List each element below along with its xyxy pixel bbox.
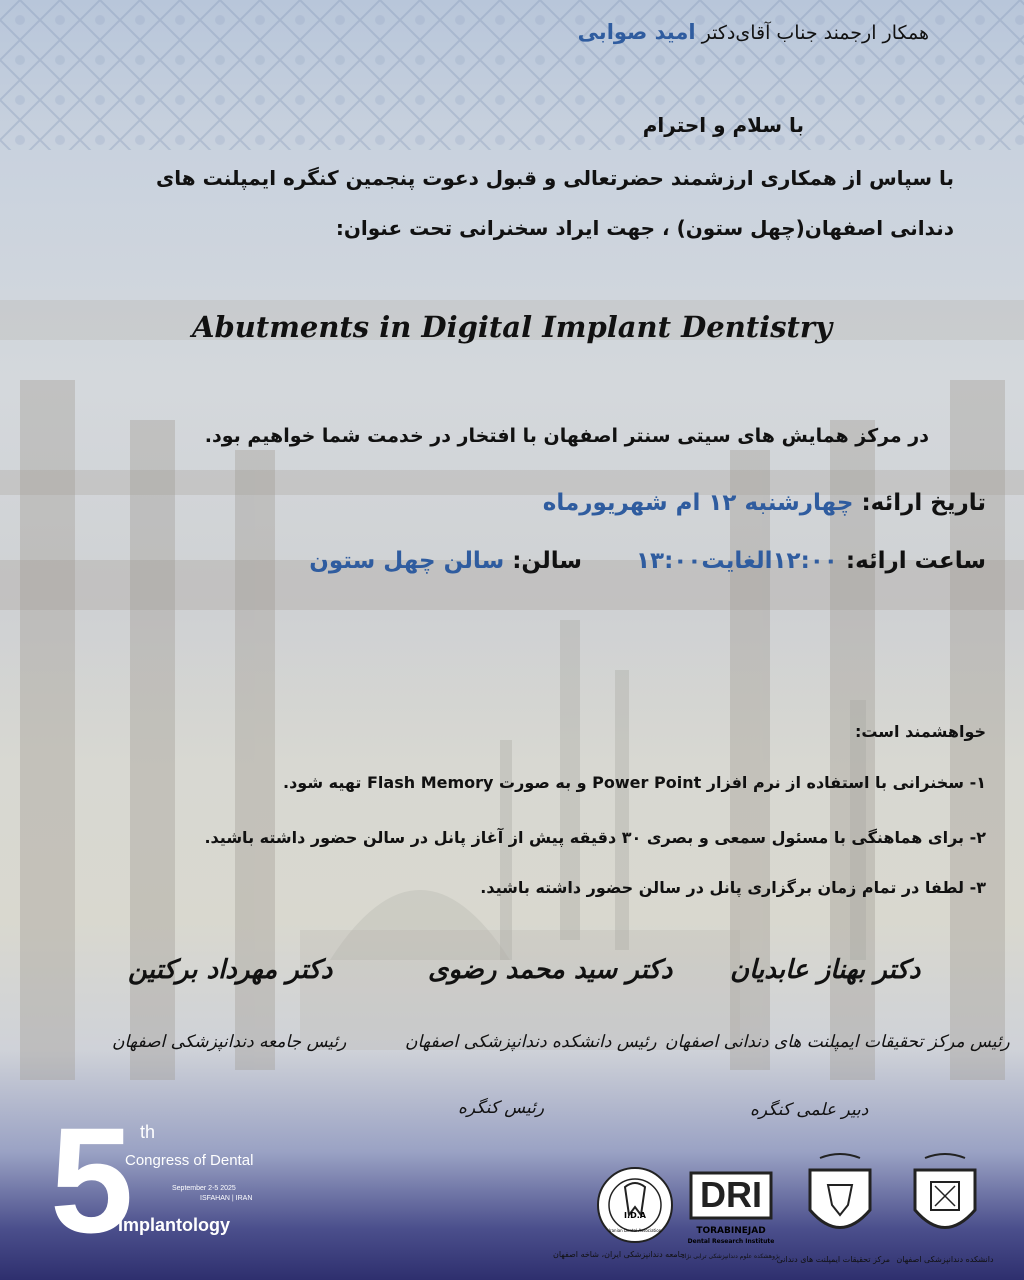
date-label: تاریخ ارائه: xyxy=(861,490,986,516)
signature-role: رئیس جامعه دندانپزشکی اصفهان xyxy=(112,1032,347,1052)
venue-line: در مرکز همایش های سیتی سنتر اصفهان با افتخار در خدمت شما خواهیم بود. xyxy=(204,425,929,447)
request-item: ۳- لطفا در تمام زمان برگزاری پانل در سالن حضور داشته باشید. xyxy=(480,878,986,897)
dental-school-logo xyxy=(896,1150,994,1275)
intro-line-2: دندانی اصفهان(چهل ستون) ، جهت ایراد سخنرانی تحت عنوان: xyxy=(335,216,954,240)
dri-sub: TORABINEJAD xyxy=(696,1226,766,1236)
implant-research-center-logo xyxy=(776,1150,890,1275)
request-item: ۱- سخنرانی با استفاده از نرم افزار Power Point و به صورت Flash Memory تهیه شود. xyxy=(283,773,986,792)
ida-text: I.D.A xyxy=(624,1211,646,1220)
ida-caption: جامعه دندانپزشکی ایران، شاخه اصفهان xyxy=(552,1250,685,1259)
dental-school-caption: دانشکده دندانپزشکی اصفهان xyxy=(896,1255,994,1264)
salutation-prefix: همکار ارجمند جناب آقای‌دکتر xyxy=(701,22,929,44)
signature-name: دکتر بهناز عابدیان xyxy=(730,955,921,985)
time-label: ساعت ارائه: xyxy=(845,548,986,574)
implant-research-center-caption: مرکز تحقیقات ایمپلنت های دندانی xyxy=(776,1255,890,1264)
requests-heading: خواهشمند است: xyxy=(854,722,986,741)
salutation xyxy=(578,20,929,44)
ida-logo xyxy=(552,1165,685,1270)
signature-role: دبیر علمی کنگره xyxy=(750,1100,869,1120)
dri-sub-2: Dental Research Institute xyxy=(687,1238,775,1245)
hall-label: سالن: xyxy=(512,548,582,574)
congress-ordinal-suffix: th xyxy=(140,1122,156,1142)
congress-line-2: Implantology xyxy=(118,1215,230,1235)
hall-value: سالن چهل ستون xyxy=(309,548,505,574)
time-value: ۱۲:۰۰الغایت۱۳:۰۰ xyxy=(636,548,838,574)
intro-line-1: با سپاس از همکاری ارزشمند حضرتعالی و قبول دعوت پنجمین کنگره ایمپلنت های xyxy=(155,166,954,190)
congress-dates: September 2-5 2025 xyxy=(172,1185,236,1192)
ida-sub: Iranian Dental Association xyxy=(608,1228,662,1233)
signature-role: رئیس کنگره xyxy=(458,1098,545,1118)
recipient-name: امید صوابی xyxy=(577,20,696,44)
signature-name: دکتر سید محمد رضوی xyxy=(428,955,673,985)
request-item: ۲- برای هماهنگی با مسئول سمعی و بصری ۳۰ دقیقه پیش از آغاز پانل در سالن حضور داشته باشید. xyxy=(204,828,986,847)
lecture-title: Abutments in Digital Implant Dentistry xyxy=(191,310,833,344)
signature-role: رئیس مرکز تحقیقات ایمپلنت های دندانی اصفهان xyxy=(665,1032,1010,1052)
ida-seal-icon xyxy=(595,1165,675,1245)
dri-caption: پژوهشکده علوم دندانپزشکی ترابی نژاد xyxy=(682,1253,780,1260)
dental-school-icon xyxy=(905,1150,985,1250)
presentation-hall xyxy=(309,548,582,574)
dri-text: DRI xyxy=(700,1174,762,1215)
implant-research-center-icon xyxy=(800,1150,880,1250)
date-value: چهارشنبه ۱۲ ام شهریورماه xyxy=(542,490,854,516)
signature-role: رئیس دانشکده دندانپزشکی اصفهان xyxy=(405,1032,657,1052)
presentation-date xyxy=(543,490,986,516)
signature-name: دکتر مهرداد برکتین xyxy=(128,955,333,985)
dri-logo xyxy=(682,1168,780,1273)
congress-place: ISFAHAN | IRAN xyxy=(200,1195,253,1202)
greeting: با سلام و احترام xyxy=(642,113,804,137)
presentation-time xyxy=(636,548,986,574)
congress-number: 5 xyxy=(50,1096,134,1264)
congress-logo xyxy=(40,1096,270,1272)
congress-line-1: Congress of Dental xyxy=(125,1152,254,1169)
